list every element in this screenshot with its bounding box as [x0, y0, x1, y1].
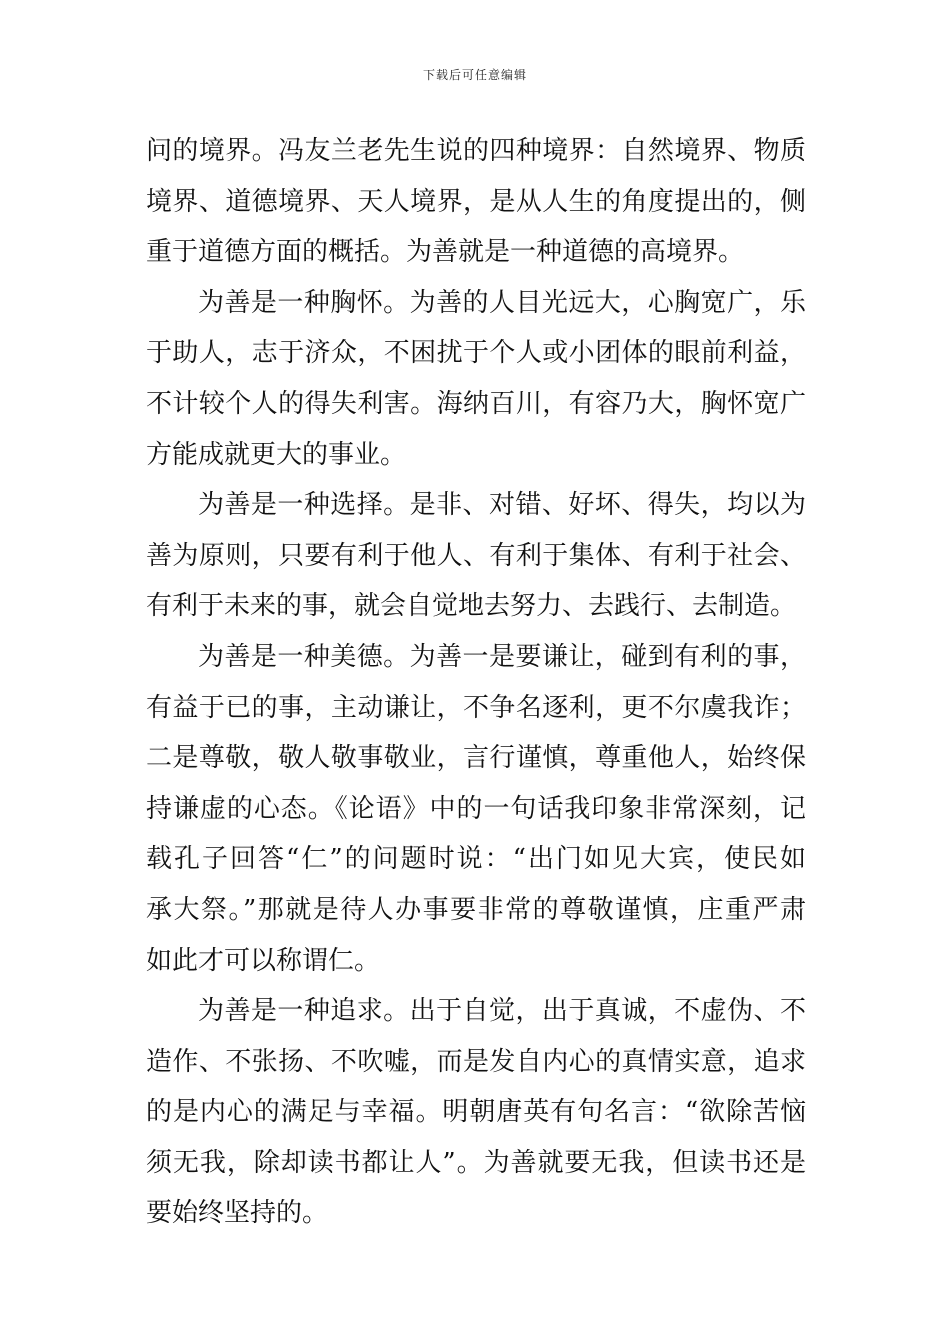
- text-line: 要始终坚持的。: [146, 1198, 329, 1229]
- text-line: 如此才可以称谓仁。: [146, 945, 381, 976]
- text-line: 须无我，除却读书都让人”。为善就要无我，但读书还是: [146, 1147, 806, 1178]
- paragraph: [146, 632, 806, 986]
- paragraph: [146, 986, 806, 1239]
- text-line: 于助人，志于济众，不困扰于个人或小团体的眼前利益，: [146, 338, 806, 369]
- text-line: 二是尊敬，敬人敬事敬业，言行谨慎，尊重他人，始终保: [146, 743, 806, 774]
- text-line: 为善是一种胸怀。为善的人目光远大，心胸宽广，乐: [198, 287, 806, 318]
- paragraph: [146, 278, 806, 480]
- text-line: 为善是一种美德。为善一是要谦让，碰到有利的事，: [198, 641, 806, 672]
- text-line: 重于道德方面的概括。为善就是一种道德的高境界。: [146, 237, 745, 268]
- text-line: 善为原则，只要有利于他人、有利于集体、有利于社会、: [146, 540, 806, 571]
- page-header-note: 下载后可任意编辑: [422, 68, 527, 82]
- paragraph: [146, 126, 806, 278]
- text-line: 持谦虚的心态。《论语》中的一句话我印象非常深刻，记: [146, 793, 806, 824]
- text-line: 载孔子回答“仁”的问题时说：“出门如见大宾，使民如: [146, 844, 806, 875]
- text-line: 境界、道德境界、天人境界，是从人生的角度提出的，侧: [146, 186, 806, 217]
- text-line: 不计较个人的得失利害。海纳百川，有容乃大，胸怀宽广: [146, 388, 806, 419]
- text-line: 造作、不张扬、不吹嘘，而是发自内心的真情实意，追求: [146, 1046, 806, 1077]
- text-line: 为善是一种选择。是非、对错、好坏、得失，均以为: [198, 490, 806, 521]
- document-body: [146, 126, 806, 1239]
- text-line: 方能成就更大的事业。: [146, 439, 407, 470]
- paragraph: [146, 480, 806, 632]
- text-line: 承大祭。”那就是待人办事要非常的尊敬谨慎，庄重严肃: [146, 894, 806, 925]
- text-line: 问的境界。冯友兰老先生说的四种境界：自然境界、物质: [146, 136, 806, 166]
- text-line: 为善是一种追求。出于自觉，出于真诚，不虚伪、不: [198, 996, 806, 1027]
- text-line: 的是内心的满足与幸福。明朝唐英有句名言：“欲除苦恼: [146, 1097, 806, 1128]
- text-line: 有益于已的事，主动谦让，不争名逐利，更不尔虞我诈；: [146, 692, 806, 723]
- text-line: 有利于未来的事，就会自觉地去努力、去践行、去制造。: [146, 591, 797, 622]
